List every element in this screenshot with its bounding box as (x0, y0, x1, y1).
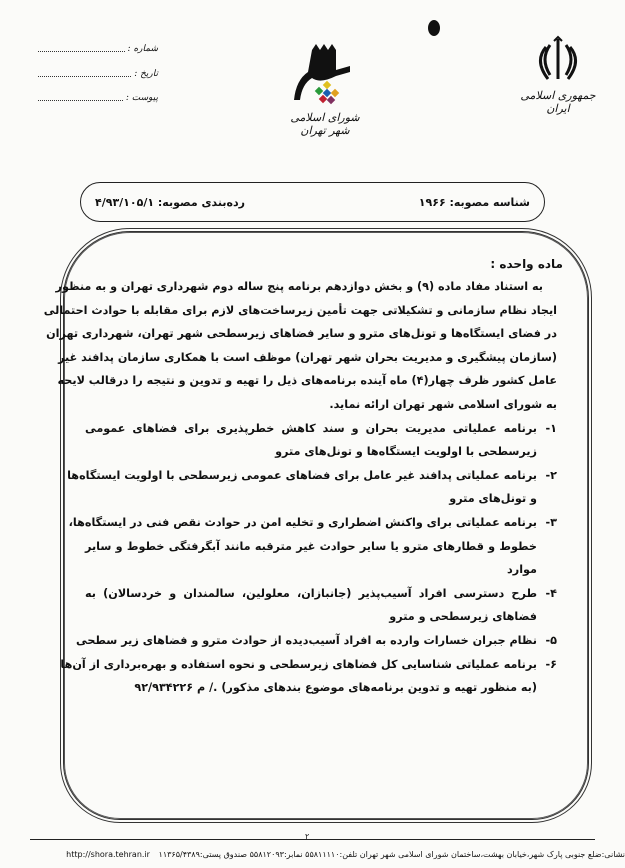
paragraph-line: عامل کشور ظرف چهار(۴) ماه آینده برنامه‌های ذیل را تهیه و تدوین و نتیجه را درقالب لایحه (57, 374, 557, 388)
footer-url[interactable]: http://shora.tehran.ir (66, 850, 150, 859)
approval-classification: رده‌بندی مصوبه: ۴/۹۳/۱۰۵/۱ (95, 195, 245, 209)
item-line: موارد (507, 563, 537, 577)
item-line: (به منظور تهیه و تدوین برنامه‌های موضوع بندهای مذکور) ./ م ۹۲/۹۳۴۲۲۶ (134, 681, 537, 695)
item-number: ۱- (545, 421, 557, 435)
item-line: نظام جبران خسارات وارده به افراد آسیب‌دیده از حوادث مترو و فضاهای زیر سطحی (76, 634, 537, 647)
item-number: ۵- (545, 634, 557, 647)
approval-id: شناسه مصوبه: ۱۹۶۶ (418, 195, 530, 209)
attachment-field (38, 93, 158, 104)
item-line: برنامه عملیاتی مدیریت بحران و سند کاهش خطرپذیری برای فضاهای عمومی (85, 421, 537, 435)
item-line: برنامه عملیاتی پدافند غیر عامل برای فضاهای عمومی زیرسطحی با اولویت ایستگاه‌ها (67, 468, 537, 482)
date-blank (38, 69, 131, 77)
council-logo-caption: شورای اسلامی شهر تهران (290, 111, 360, 137)
date-field (38, 69, 158, 80)
paragraph-line: به شورای اسلامی شهر تهران ارائه نماید. (329, 398, 557, 411)
attachment-label: پیوست : (125, 93, 158, 103)
item-line: طرح دسترسی افراد آسیب‌پذیر (جانبازان، معلولین، سالمندان و خردسالان) به (85, 586, 537, 600)
footer-divider (30, 839, 595, 840)
item-line: برنامه عملیاتی برای واکنش اضطراری و تخلیه امن در حوادث نقص فنی در ایستگاه‌ها، (68, 516, 537, 529)
date-label: تاریخ : (134, 69, 158, 79)
paragraph-line: به استناد مفاد ماده (۹) و بخش دوازدهم برنامه پنج ساله دوم شهرداری تهران و به منظور (55, 280, 543, 293)
number-field (38, 44, 158, 55)
item-line: فضاهای زیرسطحی و مترو (389, 610, 537, 624)
item-line: و تونل‌های مترو (449, 492, 537, 506)
ink-spot (428, 20, 440, 36)
attachment-blank (38, 93, 123, 101)
item-number: ۴- (545, 586, 557, 600)
item-line: خطوط و قطارهای مترو یا سایر حوادث غیر مترقبه مانند آبگرفتگی خطوط و سایر (85, 539, 537, 553)
council-logo (280, 40, 370, 137)
iran-emblem-caption: جمهوری اسلامی ایران (520, 89, 596, 115)
item-number: ۲- (545, 468, 557, 482)
paragraph-line: در فضای ایستگاه‌ها و تونل‌های مترو و سایر فضاهای زیرسطحی شهر تهران، شهرداری تهران (46, 327, 557, 341)
resolution-heading: ماده واحده : (490, 257, 563, 271)
item-line: زیرسطحی با اولویت ایستگاه‌ها و تونل‌های مترو (275, 445, 537, 459)
council-logo-icon (280, 40, 370, 105)
item-line: برنامه عملیاتی شناسایی کل فضاهای زیرسطحی و نحوه استفاده و بهره‌برداری از آن‌ها (60, 657, 537, 671)
iran-emblem (508, 35, 608, 115)
approval-id-box (80, 182, 545, 222)
page-number: ۲ (305, 832, 310, 841)
item-number: ۳- (545, 516, 557, 529)
footer-address: نشانی:ضلع جنوبی پارک شهر،خیابان بهشت،ساختمان شورای اسلامی شهر تهران تلفن:۵۵۸۱۱۱۱۰ نمابر:۵۵۸۱۲۰۹۳ صندوق پستی:۱۱۳۶۵/۴۳۸۹ (158, 850, 625, 859)
paragraph-line: (سازمان پیشگیری و مدیریت بحران شهر تهران) موظف است با همکاری سازمان پدافند غیر (58, 350, 557, 364)
number-label: شماره : (127, 44, 158, 54)
item-number: ۶- (545, 657, 557, 671)
paragraph-line: ایجاد نظام سازمانی و تشکیلاتی جهت تأمین زیرساخت‌های لازم برای مقابله با حوادث احتمالی (43, 303, 557, 317)
footer-text (35, 850, 625, 859)
number-blank (38, 44, 125, 52)
iran-emblem-icon (536, 35, 580, 85)
